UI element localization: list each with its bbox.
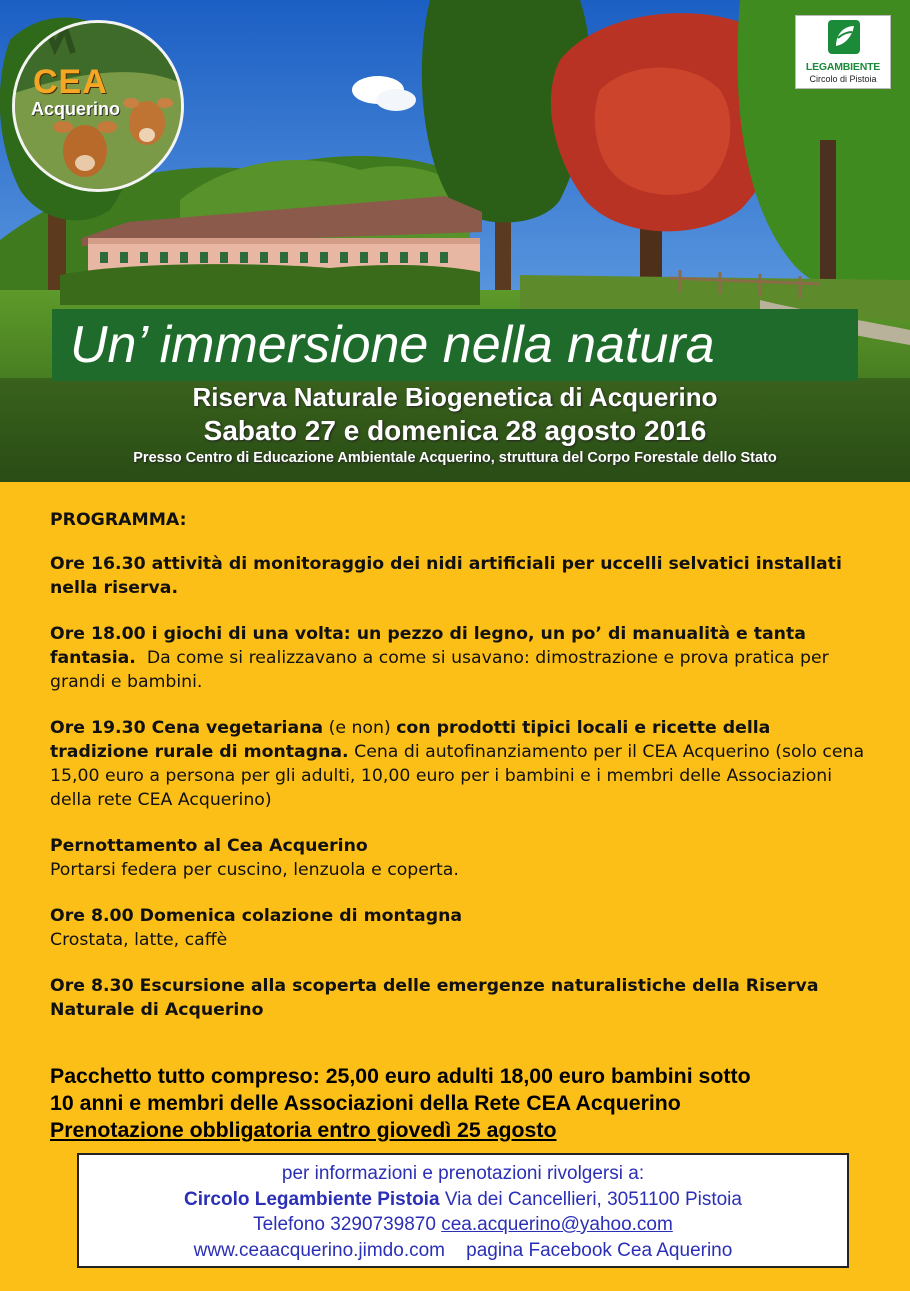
- booking-deadline: Prenotazione obbligatoria entro giovedì 25 agosto: [50, 1118, 557, 1142]
- page-title: Un’ immersione nella natura: [70, 316, 715, 374]
- legambiente-name: LEGAMBIENTE: [805, 61, 881, 73]
- program-item-overnight: [50, 834, 870, 882]
- contact-intro: per informazioni e prenotazioni rivolgersi a:: [281, 1163, 645, 1184]
- cea-logo-title: CEA: [33, 63, 108, 101]
- program-item-overnight-text: Portarsi federa per cuscino, lenzuola e coperta.: [50, 860, 459, 880]
- cea-logo-subtitle: Acquerino: [31, 99, 121, 119]
- program-item-excursion: [50, 974, 870, 1022]
- reserve-name: Riserva Naturale Biogenetica di Acquerino: [192, 382, 718, 412]
- legambiente-leaf-icon: [796, 16, 890, 60]
- package-section: [50, 1063, 880, 1144]
- program-item-overnight-title: Pernottamento al Cea Acquerino: [50, 836, 368, 856]
- contact-address: Via dei Cancellieri, 3051100 Pistoia: [444, 1188, 742, 1210]
- event-dates: Sabato 27 e domenica 28 agosto 2016: [203, 415, 707, 446]
- contact-facebook-page[interactable]: pagina Facebook Cea Aquerino: [466, 1239, 733, 1261]
- program-item-games-title: Ore 18.00 i giochi di una volta: un pezzo di legno, un po’ di manualità e tanta fantasia.: [50, 624, 806, 668]
- contact-email-link[interactable]: cea.acquerino@yahoo.com: [441, 1214, 673, 1235]
- program-item-games: [50, 622, 870, 694]
- package-line-1: Pacchetto tutto compreso: 25,00 euro adulti 18,00 euro bambini sotto: [50, 1064, 751, 1088]
- program-heading: PROGRAMMA:: [50, 510, 187, 530]
- program-item-dinner-text: Cena di autofinanziamento per il CEA Acquerino (solo cena 15,00 euro a persona per gli adulti, 10,00 euro per i bambini e i membri delle Associazioni della rete CEA Acquerino): [50, 742, 865, 810]
- program-item-breakfast: [50, 904, 870, 952]
- cea-acquerino-logo: [12, 20, 184, 192]
- program-item-breakfast-title: Ore 8.00 Domenica colazione di montagna: [50, 906, 463, 926]
- event-venue: Presso Centro di Educazione Ambientale Acquerino, struttura del Corpo Forestale dello Stato: [133, 450, 777, 466]
- contact-phone: Telefono 3290739870: [253, 1214, 436, 1235]
- program-item-dinner-detail: con prodotti tipici locali e ricette della tradizione rurale di montagna.: [50, 718, 771, 762]
- program-item-dinner-note: (e non): [328, 718, 391, 738]
- program-item-breakfast-text: Crostata, latte, caffè: [50, 930, 228, 950]
- package-line-2: 10 anni e membri delle Associazioni della Rete CEA Acquerino: [50, 1091, 681, 1115]
- legambiente-circle: Circolo di Pistoia: [809, 74, 877, 84]
- program-section: [50, 508, 870, 1044]
- program-item-monitoring-title: Ore 16.30 attività di monitoraggio dei nidi artificiali per uccelli selvatici installati nella riserva.: [50, 554, 842, 598]
- header-photo: [0, 0, 910, 482]
- program-item-dinner: [50, 716, 870, 812]
- contact-info-box: [77, 1153, 849, 1268]
- program-item-excursion-title: Ore 8.30 Escursione alla scoperta delle emergenze naturalistiche della Riserva Naturale di Acquerino: [50, 976, 819, 1020]
- program-item-games-text: Da come si realizzavano a come si usavano: dimostrazione e prova pratica per grandi e bambini.: [50, 648, 829, 692]
- legambiente-logo: [795, 15, 891, 89]
- contact-website-link[interactable]: www.ceaacquerino.jimdo.com: [193, 1239, 445, 1261]
- program-item-monitoring: [50, 552, 870, 600]
- contact-organization: Circolo Legambiente Pistoia: [184, 1188, 440, 1210]
- program-item-dinner-title: Ore 19.30 Cena vegetariana: [50, 718, 324, 738]
